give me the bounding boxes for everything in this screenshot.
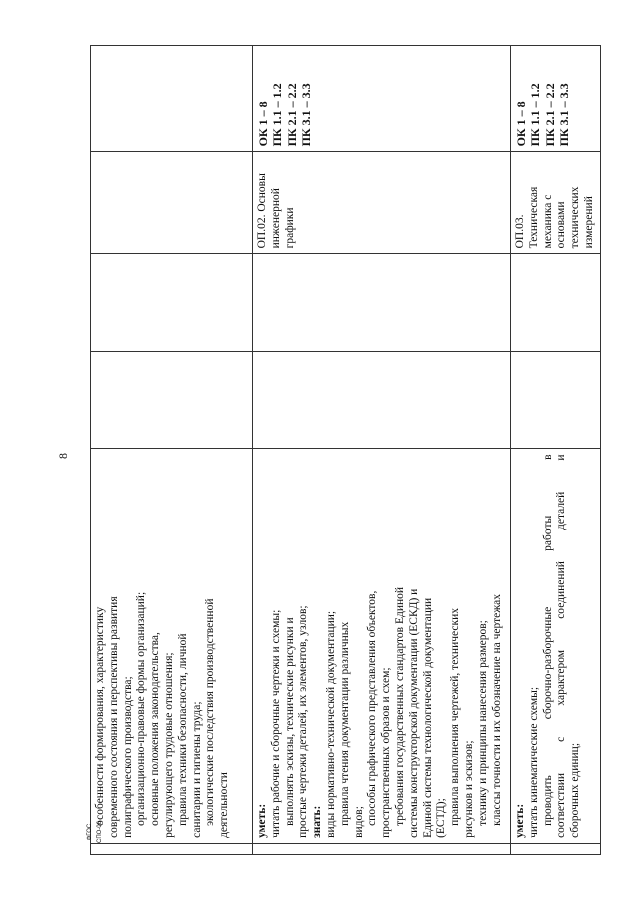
discipline-cell: [91, 152, 253, 254]
content-line: организационно-правовые формы организаций;: [135, 591, 148, 826]
content-line: основные положения законодательства,: [149, 632, 162, 826]
index-cell: [253, 843, 511, 854]
content-line: классы точности и их обозначение на чертежах: [490, 593, 503, 826]
content-line: видов;: [352, 806, 365, 838]
competency-cell: [91, 46, 253, 152]
content-line: виды нормативно-технической документации;: [324, 610, 337, 838]
table-row: [511, 46, 601, 855]
discipline-cell: ОП.03. Техническая механика с основами технических измерений: [511, 152, 601, 254]
content-line: (ЕСТД);: [435, 798, 448, 838]
hours-class-cell: [253, 254, 511, 352]
table-body: [91, 46, 601, 855]
discipline-cell: ОП.02. Основы инженерной графики: [253, 152, 511, 254]
content-cell: [91, 449, 253, 844]
content-line: сборочных единиц;: [569, 742, 582, 838]
competency-code: ПК 2.1 – 2.2: [542, 83, 557, 147]
content-line: экологические последствия производственной: [204, 598, 217, 826]
hours-class-cell: [91, 254, 253, 352]
content-line: способы графического представления объектов,: [366, 590, 379, 826]
competency-code: ПК 1.1 – 1.2: [270, 83, 285, 147]
section-heading: уметь:: [514, 803, 526, 838]
content-line: особенности формирования, характеристику: [94, 606, 106, 826]
competency-code: ПК 2.1 – 2.2: [284, 83, 299, 147]
section-heading: уметь:: [256, 803, 268, 838]
content-line: требования государственных стандартов Единой: [393, 586, 406, 826]
content-line: правила чтения документации различных: [338, 621, 351, 826]
content-line: выполнять эскизы, технические рисунки и: [283, 617, 296, 826]
page-number: 8: [56, 453, 70, 459]
curriculum-table: [90, 45, 601, 855]
content-line: проводить сборочно-разборочные работы в: [541, 454, 554, 826]
footer-label: ФГОС СПО-06: [87, 821, 103, 843]
section-heading: знать:: [311, 805, 324, 838]
content-line: читать рабочие и сборочные чертежи и схемы;: [269, 609, 282, 838]
content-line: регулирующего трудовые отношения;: [162, 652, 175, 838]
content-line: современного состояния и перспективы развития: [107, 596, 120, 838]
content-line: пространственных образов и схем;: [380, 667, 393, 838]
hours-max-cell: [253, 351, 511, 449]
content-line: деятельности: [218, 772, 231, 838]
table-row: [253, 46, 511, 855]
content-line: правила техники безопасности, личной: [176, 633, 189, 826]
index-cell: [91, 843, 253, 854]
rotated-page: [90, 45, 595, 855]
competency-code: ПК 3.1 – 3.3: [299, 83, 314, 147]
content-line: читать кинематические схемы;: [527, 686, 540, 838]
hours-max-cell: [511, 351, 601, 449]
competency-code: ПК 3.1 – 3.3: [557, 83, 572, 147]
index-cell: [511, 843, 601, 854]
content-line: рисунков и эскизов;: [462, 740, 475, 838]
content-cell: [511, 449, 601, 844]
content-line: технику и принципы нанесения размеров;: [476, 620, 489, 826]
content-line: системы конструкторской документации (ЕСКД) и: [407, 588, 420, 838]
competency-code: ОК 1 – 8: [256, 101, 270, 147]
content-line: санитарии и гигиены труда;: [190, 701, 203, 838]
content-line: правила выполнения чертежей, технических: [449, 608, 462, 826]
content-line: простые чертежи деталей, их элементов, узлов;: [297, 605, 310, 838]
content-line: полиграфического производства;: [121, 676, 134, 838]
hours-max-cell: [91, 351, 253, 449]
content-cell: [253, 449, 511, 844]
content-line: соответствии с характером соединений деталей и: [555, 454, 568, 838]
competency-code: ПК 1.1 – 1.2: [528, 83, 543, 147]
competency-cell: [511, 46, 601, 152]
competency-code: ОК 1 – 8: [514, 101, 528, 147]
hours-class-cell: [511, 254, 601, 352]
content-line: Единой системы технологической документации: [421, 597, 434, 838]
competency-cell: [253, 46, 511, 152]
table-row: [91, 46, 253, 855]
